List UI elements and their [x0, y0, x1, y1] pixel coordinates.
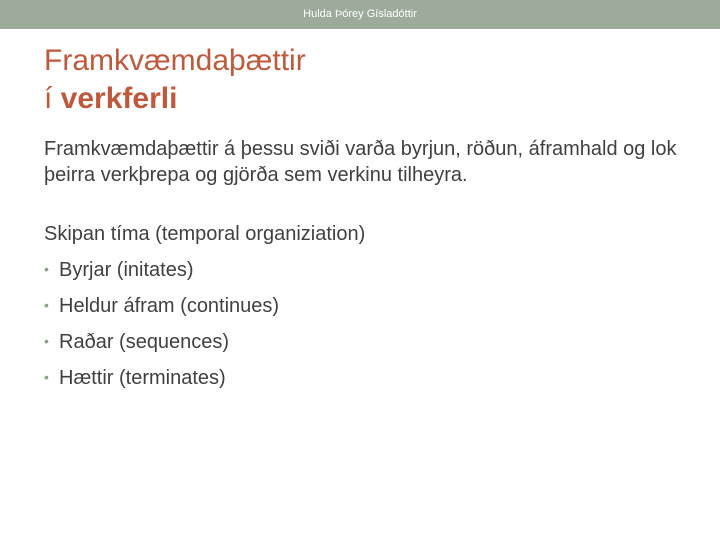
- author-name: Hulda Þórey Gísladóttir: [303, 8, 417, 20]
- bullet-list: [44, 256, 694, 391]
- title-line-2-prefix: í: [44, 82, 61, 115]
- list-item-label: Heldur áfram (continues): [59, 295, 280, 317]
- list-item-label: Hættir (terminates): [59, 367, 226, 389]
- title-line-2-bold: verkferli: [60, 82, 178, 115]
- slide-body: [44, 136, 694, 391]
- list-item: [44, 364, 694, 391]
- bullet-icon: •: [44, 261, 49, 277]
- bullet-icon: •: [44, 297, 49, 313]
- list-item: [44, 256, 694, 283]
- header-bar: [0, 0, 720, 29]
- title-line-1: Framkvæmdaþættir: [44, 44, 306, 77]
- slide-title: [44, 42, 684, 118]
- section-heading: Skipan tíma (temporal organiziation): [44, 223, 366, 245]
- intro-paragraph: Framkvæmdaþættir á þessu sviði varða byrjun, röðun, áframhald og lok þeirra verkþrepa og gjörða sem verkinu tilheyra.: [44, 138, 677, 186]
- title-line-2: [44, 80, 684, 118]
- list-item-label: Raðar (sequences): [59, 331, 230, 353]
- list-item: [44, 328, 694, 355]
- bullet-icon: •: [44, 333, 49, 349]
- list-item-label: Byrjar (initates): [59, 259, 194, 281]
- list-item: [44, 292, 694, 319]
- bullet-icon: •: [44, 369, 49, 385]
